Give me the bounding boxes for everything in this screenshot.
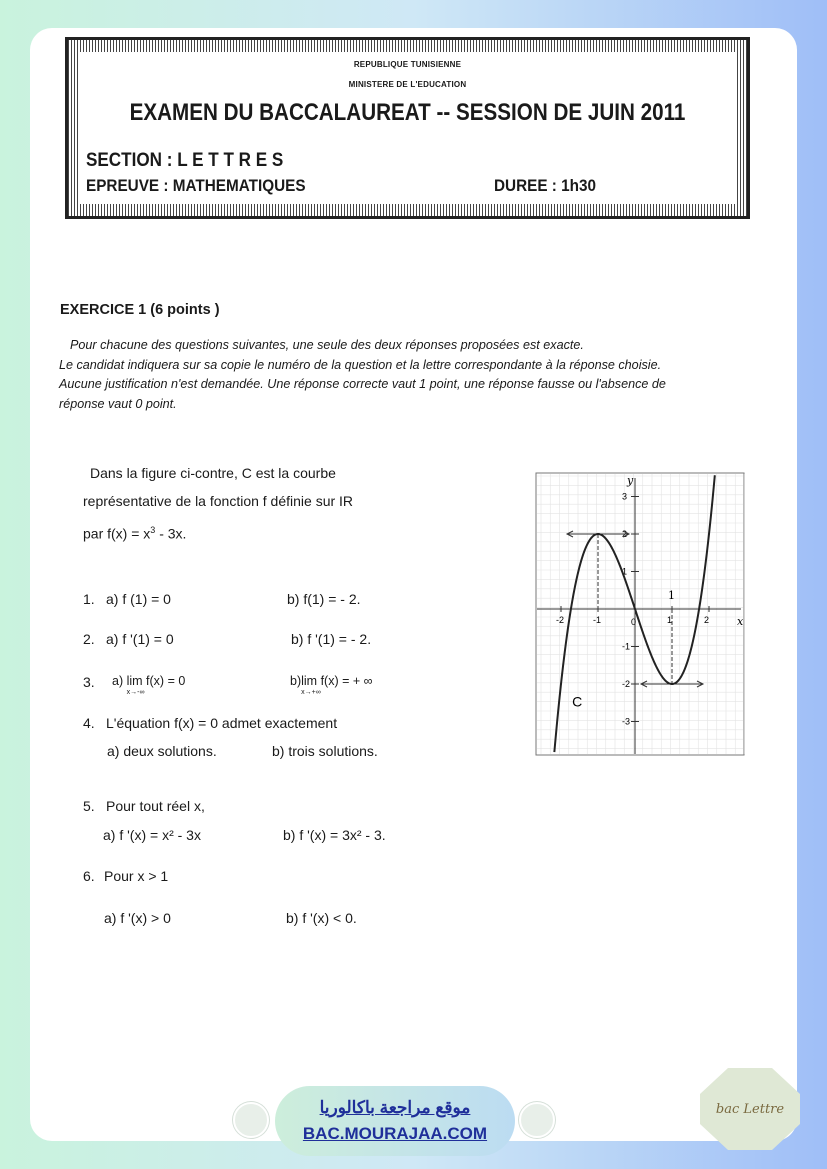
footer-banner bbox=[275, 1086, 515, 1156]
question-5-text: Pour tout réel x, bbox=[106, 798, 205, 814]
curve-point bbox=[708, 533, 710, 535]
republic-label: REPUBLIQUE TUNISIENNE bbox=[353, 60, 462, 69]
question-6-option-b: b) f '(x) < 0. bbox=[286, 910, 357, 926]
epreuve-label: EPREUVE : MATHEMATIQUES bbox=[86, 176, 306, 195]
footer-arabic-title[interactable]: موقع مراجعة باكالوريا bbox=[319, 1098, 471, 1117]
x-axis-label: x bbox=[737, 615, 744, 628]
x-tick-label: 2 bbox=[704, 615, 710, 625]
instruction-line-3: Aucune justification n'est demandée. Une réponse correcte vaut 1 point, une réponse fausse ou l'absence de bbox=[59, 377, 666, 391]
section-label: SECTION : L E T T R E S bbox=[86, 150, 284, 171]
curve-point bbox=[560, 683, 562, 685]
question-2-number: 2. bbox=[83, 631, 95, 647]
question-4-text: L'équation f(x) = 0 admet exactement bbox=[106, 715, 338, 731]
axis-annotation-label: 1 bbox=[668, 589, 675, 602]
bac-lettre-badge: bac Lettre bbox=[715, 1101, 785, 1117]
instruction-line-2: Le candidat indiquera sur sa copie le numéro de la question et la lettre correspondante à la réponse choisie. bbox=[59, 358, 662, 372]
question-4-option-a: a) deux solutions. bbox=[107, 743, 217, 759]
y-tick-label: -3 bbox=[622, 716, 631, 727]
y-tick-label: 1 bbox=[622, 566, 628, 577]
question-1-option-a: a) f (1) = 0 bbox=[106, 591, 171, 607]
y-tick-label: 2 bbox=[622, 529, 628, 539]
site-logo-right-icon bbox=[519, 1102, 555, 1138]
instruction-line-1: Pour chacune des questions suivantes, une seule des deux réponses proposées est exacte. bbox=[70, 338, 584, 352]
question-5-option-a: a) f '(x) = x² - 3x bbox=[103, 827, 201, 843]
curve-point bbox=[597, 533, 599, 535]
question-1-number: 1. bbox=[83, 591, 95, 607]
curve-point bbox=[634, 608, 636, 610]
duree-label: DUREE : 1h30 bbox=[494, 176, 597, 195]
intro-line-2: représentative de la fonction f définie sur IR bbox=[83, 493, 354, 509]
x-tick-label: 1 bbox=[667, 615, 673, 625]
x-tick-label: -1 bbox=[593, 615, 602, 625]
question-5-number: 5. bbox=[83, 798, 95, 814]
y-tick-label: -2 bbox=[622, 679, 631, 689]
graph-frame bbox=[536, 473, 744, 755]
x-tick-label: -2 bbox=[556, 615, 565, 625]
curve-label: C bbox=[572, 693, 583, 710]
function-graph bbox=[535, 472, 745, 756]
question-4-number: 4. bbox=[83, 715, 95, 731]
question-2-option-b: b) f '(1) = - 2. bbox=[291, 631, 372, 647]
question-3-number: 3. bbox=[83, 674, 95, 690]
ministry-label: MINISTERE DE L'EDUCATION bbox=[348, 80, 467, 89]
instruction-line-4: réponse vaut 0 point. bbox=[59, 397, 177, 411]
footer-url-link[interactable]: BAC.MOURAJAA.COM bbox=[302, 1124, 488, 1143]
exam-title: EXAMEN DU BACCALAUREAT -- SESSION DE JUIN 2011 bbox=[129, 99, 686, 126]
question-4-option-b: b) trois solutions. bbox=[272, 743, 378, 759]
question-2-option-a: a) f '(1) = 0 bbox=[106, 631, 174, 647]
question-1-option-b: b) f(1) = - 2. bbox=[287, 591, 361, 607]
curve-point bbox=[671, 683, 673, 685]
site-logo-left-icon bbox=[233, 1102, 269, 1138]
x-tick-label: 0 bbox=[631, 617, 637, 627]
question-3-option-b: b)lim x→+∞ f(x) = + ∞ bbox=[290, 674, 373, 696]
intro-line-1: Dans la figure ci-contre, C est la courbe bbox=[90, 465, 336, 481]
question-6-text: Pour x > 1 bbox=[104, 868, 169, 884]
question-6-option-a: a) f '(x) > 0 bbox=[104, 910, 171, 926]
exercise-title: EXERCICE 1 (6 points ) bbox=[60, 302, 220, 318]
exam-header bbox=[65, 37, 750, 219]
y-tick-label: 3 bbox=[622, 491, 628, 502]
question-5-option-b: b) f '(x) = 3x² - 3. bbox=[283, 827, 386, 843]
question-3-option-a: a) lim x→-∞ f(x) = 0 bbox=[112, 674, 186, 696]
y-axis-label: y bbox=[627, 474, 634, 487]
intro-line-3: par $f(x) = x^3 - 3x$. bbox=[83, 525, 187, 542]
question-6-number: 6. bbox=[83, 868, 95, 884]
y-tick-label: -1 bbox=[622, 641, 631, 652]
